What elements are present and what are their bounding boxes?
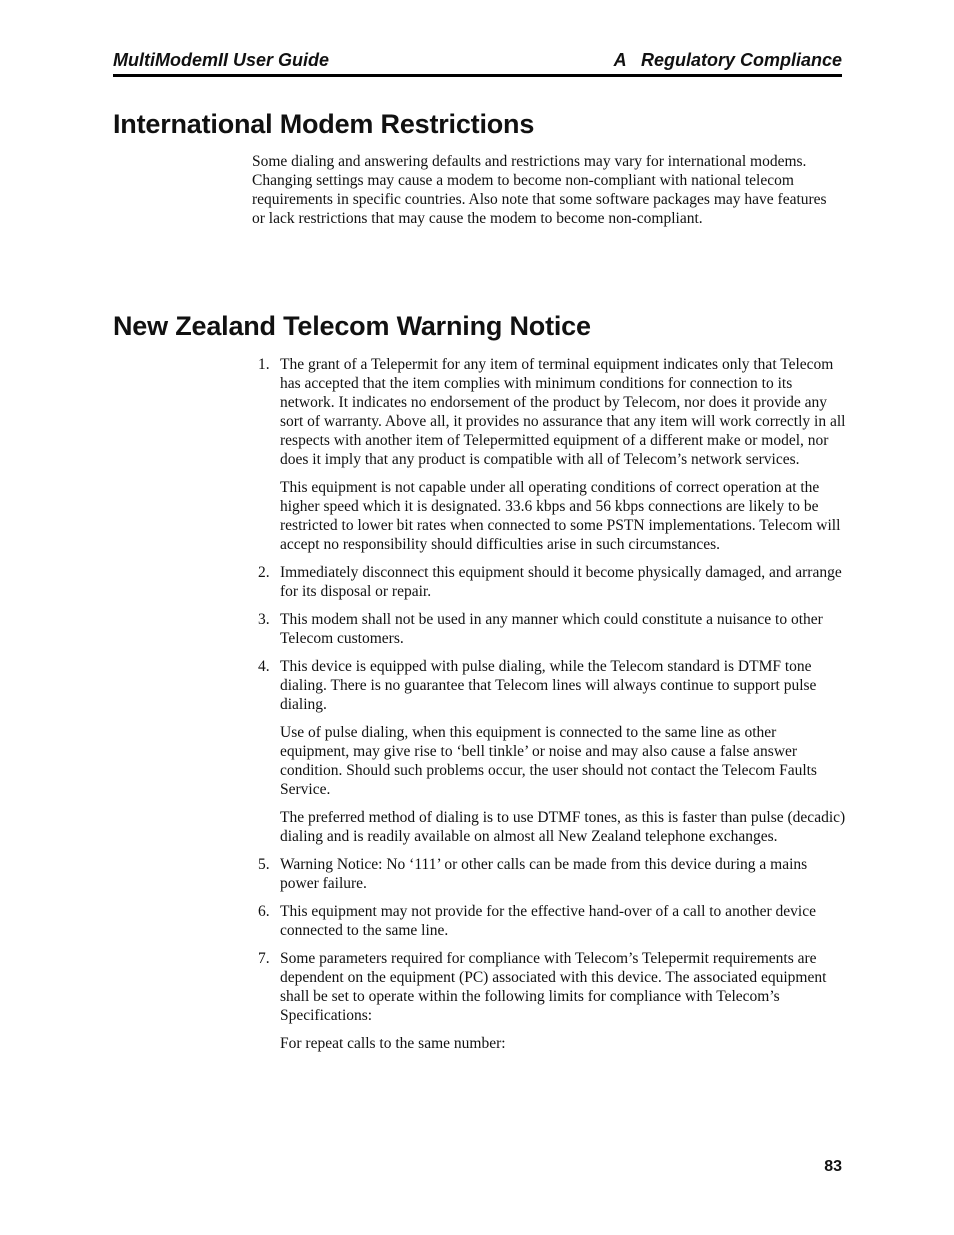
- list-item-paragraph: For repeat calls to the same number:: [280, 1035, 506, 1052]
- header-chapter-title: A Regulatory Compliance: [613, 50, 842, 70]
- list-item: [258, 610, 848, 648]
- list-item-number: 2.: [258, 564, 270, 581]
- list-item: [258, 902, 848, 940]
- list-item-paragraph: This equipment is not capable under all operating conditions of correct operation at the higher speed which it is designated. 33.6 kbps and 56 kbps connections are likely to be restricted to lower bit rates when connected to some PSTN implementations. Telecom will accept no responsibility should difficulties arise in such circumstances.: [280, 479, 841, 553]
- section-title-new-zealand: New Zealand Telecom Warning Notice: [113, 311, 591, 341]
- list-item-paragraph: The preferred method of dialing is to use DTMF tones, as this is faster than pulse (decadic) dialing and is readily available on almost all New Zealand telephone exchanges.: [280, 809, 846, 845]
- header-guide-title: MultiModemII User Guide: [113, 50, 330, 70]
- list-item-number: 7.: [258, 950, 270, 967]
- list-item: [258, 855, 848, 893]
- list-item-number: 4.: [258, 658, 270, 675]
- list-item-paragraph: Use of pulse dialing, when this equipment is connected to the same line as other equipment, may give rise to ‘bell tinkle’ or noise and may also cause a false answer condition. Should such problems occur, the user should not contact the Telecom Faults Service.: [280, 724, 817, 798]
- list-item-paragraph: This device is equipped with pulse dialing, while the Telecom standard is DTMF tone dialing. There is no guarantee that Telecom lines will always continue to support pulse dialing.: [280, 658, 817, 713]
- list-item-paragraph: Warning Notice: No ‘111’ or other calls can be made from this device during a mains power failure.: [280, 856, 808, 892]
- page-number: 83: [824, 1158, 842, 1175]
- list-item: [258, 949, 848, 1053]
- list-item-paragraph: Immediately disconnect this equipment should it become physically damaged, and arrange for its disposal or repair.: [280, 564, 842, 600]
- list-item-paragraph: The grant of a Telepermit for any item of terminal equipment indicates only that Telecom has accepted that the item complies with minimum conditions for connection to its network. It indicates no endorsement of the product by Telecom, nor does it provide any sort of warranty. Above all, it provides no assurance that any item will work correctly in all respects with another item of Telepermitted equipment of a different make or model, nor does it imply that any product is compatible with all of Telecom’s network services.: [280, 356, 846, 468]
- list-item-paragraph: Some parameters required for compliance with Telecom’s Telepermit requirements are dependent on the equipment (PC) associated with this device. The associated equipment shall be set to operate within the following limits for compliance with Telecom’s Specifications:: [280, 950, 827, 1024]
- list-item-number: 1.: [258, 356, 270, 373]
- list-item: [258, 355, 848, 554]
- list-item-number: 5.: [258, 856, 270, 873]
- list-item: [258, 657, 848, 846]
- list-item-paragraph: This modem shall not be used in any manner which could constitute a nuisance to other Telecom customers.: [280, 611, 823, 647]
- running-header: [113, 48, 842, 77]
- list-item-number: 6.: [258, 903, 270, 920]
- warning-notice-list: [258, 355, 848, 1062]
- list-item-number: 3.: [258, 611, 270, 628]
- list-item: [258, 563, 848, 601]
- international-paragraph: Some dialing and answering defaults and restrictions may vary for international modems. Changing settings may cause a modem to become non-compliant with national telecom requirements in specific countries. Also note that some software packages may have features or lack restrictions that may cause the modem to become non-compliant.: [252, 153, 827, 227]
- section-title-international: International Modem Restrictions: [113, 109, 535, 139]
- list-item-paragraph: This equipment may not provide for the effective hand-over of a call to another device connected to the same line.: [280, 903, 816, 939]
